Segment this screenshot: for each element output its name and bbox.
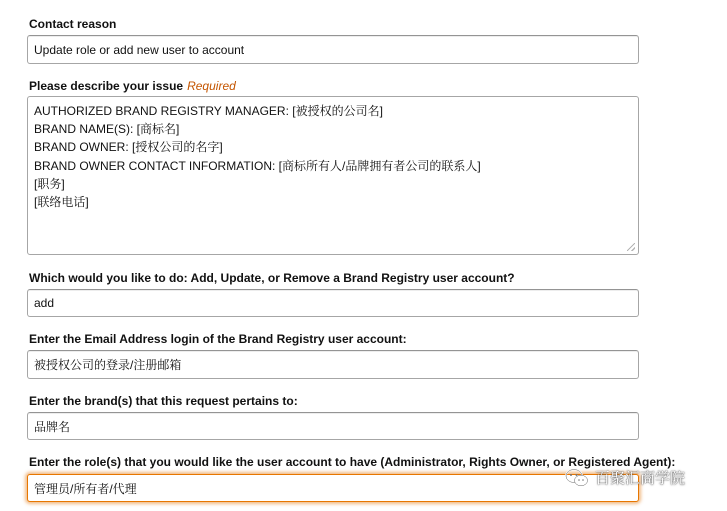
issue-label (29, 79, 236, 93)
required-badge: Required (187, 79, 236, 93)
issue-label-text: Please describe your issue (29, 79, 184, 93)
brands-value: 品牌名 (34, 419, 71, 434)
roles-value: 管理员/所有者/代理 (34, 481, 137, 496)
issue-line: BRAND NAME(S): [商标名] (34, 122, 180, 137)
wechat-icon (565, 468, 589, 488)
issue-line: [职务] (34, 176, 65, 191)
email-label: Enter the Email Address login of the Brand Registry user account: (29, 332, 407, 346)
watermark-text: 百聚汇商学院 (595, 470, 686, 487)
email-value: 被授权公司的登录/注册邮箱 (34, 358, 182, 372)
action-field[interactable] (27, 289, 639, 317)
issue-line: [联络电话] (34, 195, 89, 210)
resize-handle[interactable] (627, 243, 635, 251)
email-field[interactable] (27, 350, 639, 379)
issue-line: BRAND OWNER CONTACT INFORMATION: [商标所有人/品牌拥有者公司的联系人] (34, 158, 481, 173)
brands-field[interactable] (27, 412, 639, 440)
action-label: Which would you like to do: Add, Update, or Remove a Brand Registry user account? (29, 271, 515, 285)
roles-field[interactable] (27, 474, 639, 502)
contact-reason-value: Update role or add new user to account (34, 42, 245, 57)
action-value: add (34, 296, 55, 310)
contact-reason-field[interactable] (27, 35, 639, 64)
issue-textarea[interactable] (27, 96, 639, 255)
issue-line: AUTHORIZED BRAND REGISTRY MANAGER: [被授权的公司名] (34, 104, 383, 118)
roles-label: Enter the role(s) that you would like the user account to have (Administrator, Rights Owner, or Registered Agent): (29, 455, 676, 469)
watermark (565, 467, 685, 488)
contact-reason-label: Contact reason (29, 17, 117, 31)
brands-label: Enter the brand(s) that this request pertains to: (29, 394, 298, 408)
issue-line: BRAND OWNER: [授权公司的名字] (34, 140, 223, 155)
